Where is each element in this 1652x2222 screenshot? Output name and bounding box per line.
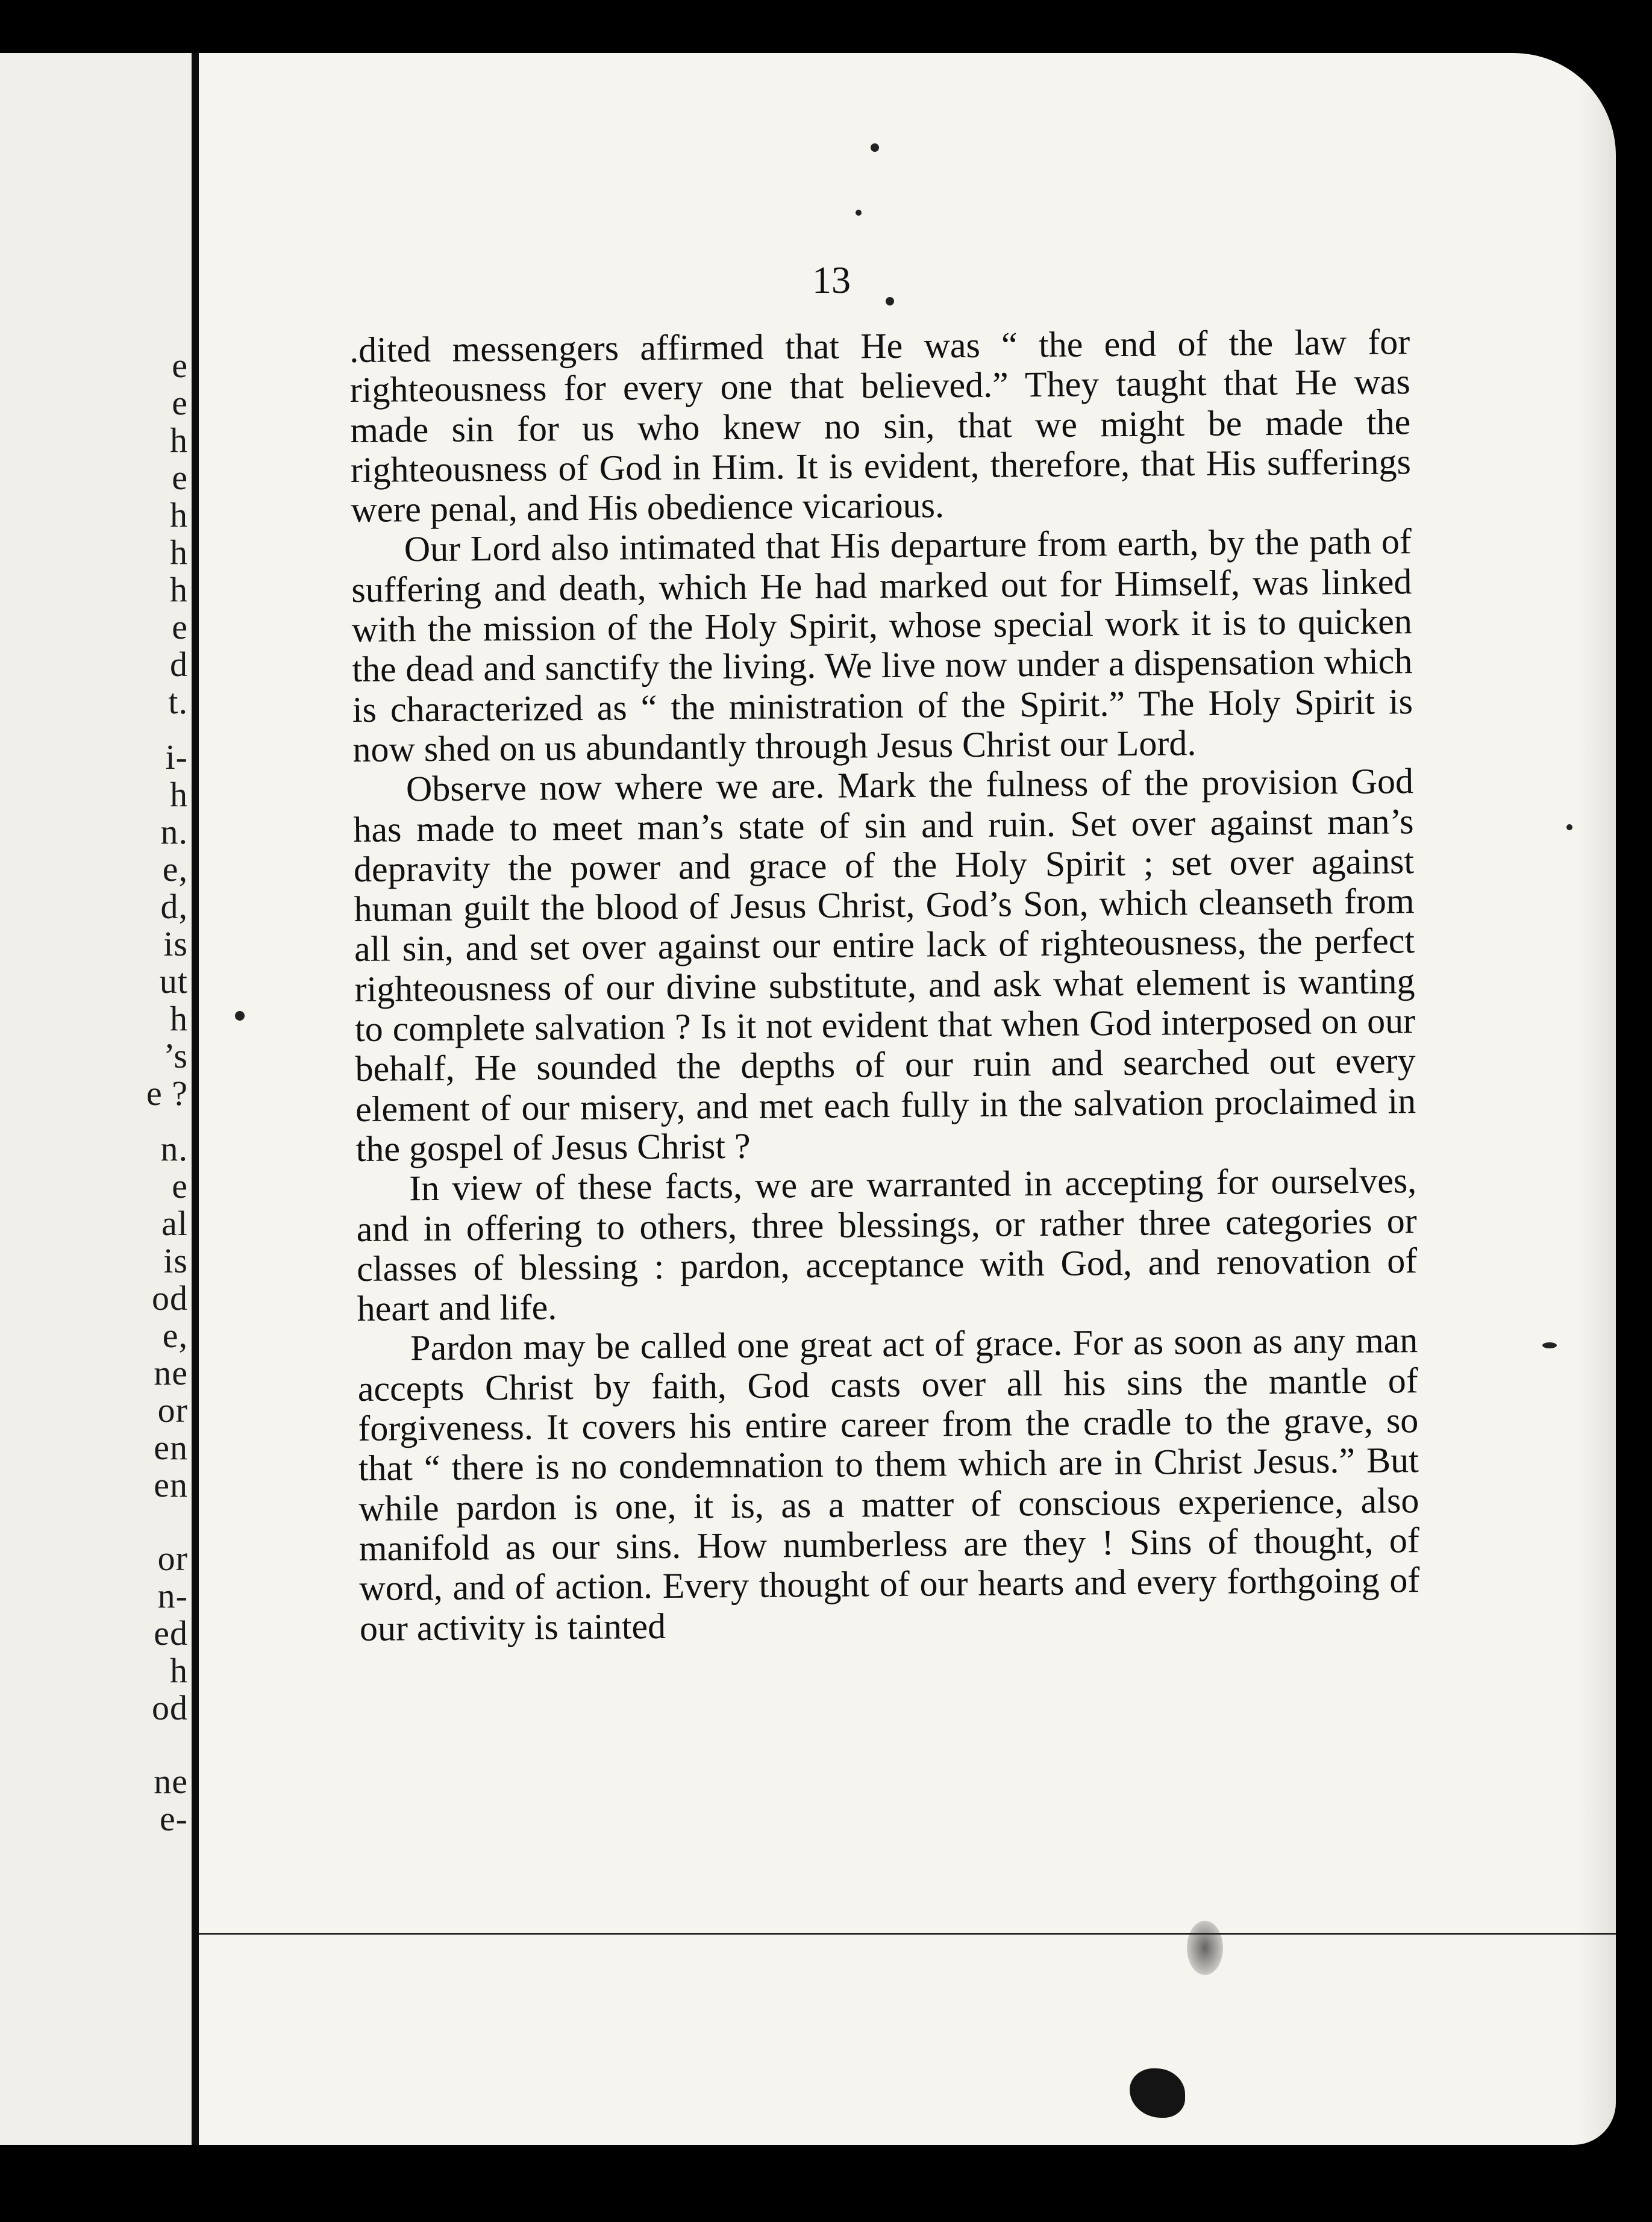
ink-blot bbox=[1130, 2068, 1185, 2118]
scan-smudge bbox=[1187, 1921, 1223, 1975]
facing-page-fragment: h bbox=[170, 495, 188, 534]
facing-page-fragment: ’s bbox=[163, 1036, 188, 1075]
facing-page-fragment: e bbox=[172, 607, 188, 646]
paragraph: Pardon may be called one great act of grace. For as soon as any man accepts Christ by faith, God casts over all his sins the mantle of forgiveness. It covers his entire career from the cradle to the grave, so that “ there is no condemnation to them which are in Christ Jesus.” But while pardon is one, it is, as a matter of conscious experience, also manifold as our sins. How numberless are they ! Sins of thought, of word, and of action. Every thought of our hearts and every forthgoing of our activity is tainted bbox=[357, 1320, 1420, 1648]
facing-page-fragment: n- bbox=[157, 1576, 188, 1615]
paragraph: Observe now where we are. Mark the fulness of the provision God has made to meet man’s state of sin and ruin. Set over against man’s depravity the power and grace of the Holy Spirit ; set over against human guilt the blood of Jesus Christ, God’s Son, which cleanseth from all sin, and set over against our entire lack of righteousness, the perfect righteousness of our divine substitute, and ask what element is wanting to complete salvation ? Is it not evident that when God interposed on our behalf, He sounded the depths of our ruin and searched out every element of our misery, and met each fully in the salvation proclaimed in the gospel of Jesus Christ ? bbox=[353, 761, 1416, 1169]
facing-page-fragment: h bbox=[170, 1651, 188, 1690]
paragraph: Our Lord also intimated that His departure from earth, by the path of suffering and death, which He had marked out for Himself, was linked with the mission of the Holy Spirit, whose special work it is to quicken the dead and sanctify the living. We live now under a dispensation which is characterized as “ the ministration of the Spirit.” The Holy Spirit is now shed on us abundantly through Jesus Christ our Lord. bbox=[351, 521, 1413, 769]
facing-page-fragment: e bbox=[172, 346, 188, 385]
facing-page-fragment: e bbox=[172, 458, 188, 497]
facing-page-fragment: d, bbox=[160, 887, 188, 926]
facing-page-fragment: ut bbox=[159, 962, 188, 1001]
facing-page-edge bbox=[0, 53, 192, 2145]
facing-page-fragment: e- bbox=[159, 1799, 188, 1838]
paragraph: In view of these facts, we are warranted in accepting for ourselves, and in offering to others, three blessings, or rather three categories or classes of blessing : pardon, acceptance with God, and renovation of heart and life. bbox=[356, 1160, 1418, 1329]
scan-speck bbox=[871, 143, 879, 152]
facing-page-fragment: od bbox=[152, 1278, 188, 1318]
page-gutter bbox=[192, 53, 199, 2145]
facing-page-fragment: d bbox=[170, 645, 188, 684]
facing-page-fragment: or bbox=[157, 1539, 188, 1578]
facing-page-fragment: ne bbox=[154, 1762, 188, 1801]
facing-page-fragment: h bbox=[170, 533, 188, 572]
scan-speck bbox=[1542, 1342, 1557, 1348]
paragraph: .dited messengers affirmed that He was “ the end of the law for righteousness for every one that believed.” They taught that He was made sin for us who knew no sin, that we might be made the righteousness of God in Him. It is evident, therefore, that His sufferings were penal, and His obedience vicarious. bbox=[349, 322, 1412, 530]
facing-page-fragment: ed bbox=[154, 1613, 188, 1653]
page-number: 13 bbox=[812, 258, 851, 301]
printed-rule bbox=[199, 1933, 1616, 1935]
facing-page-fragment: ne bbox=[154, 1353, 188, 1392]
scan-speck bbox=[856, 210, 862, 216]
film-frame-top bbox=[0, 0, 1652, 53]
facing-page-fragment: h bbox=[170, 421, 188, 460]
facing-page-fragment: h bbox=[170, 775, 188, 814]
facing-page-fragment: t. bbox=[168, 682, 188, 721]
page-edge-shadow bbox=[1580, 53, 1616, 2145]
body-text bbox=[349, 322, 1420, 1648]
facing-page-fragment: is bbox=[163, 924, 188, 963]
scan-speck bbox=[235, 1011, 245, 1021]
facing-page-fragment: en bbox=[154, 1428, 188, 1467]
facing-page-fragment: al bbox=[161, 1204, 188, 1243]
facing-page-fragment: e bbox=[172, 1166, 188, 1206]
facing-page-fragment: n. bbox=[160, 812, 188, 851]
facing-page-fragment: is bbox=[163, 1241, 188, 1280]
film-frame-bottom bbox=[0, 2145, 1652, 2222]
facing-page-fragment: i- bbox=[165, 737, 188, 777]
facing-page-fragment: en bbox=[154, 1465, 188, 1504]
facing-page-fragment: e, bbox=[162, 850, 188, 889]
facing-page-fragment: e bbox=[172, 383, 188, 422]
facing-page-fragment: e ? bbox=[146, 1074, 188, 1113]
facing-page-fragment: h bbox=[170, 570, 188, 609]
facing-page-fragment: od bbox=[152, 1688, 188, 1727]
book-page bbox=[199, 53, 1616, 2145]
scan-speck bbox=[886, 297, 894, 305]
facing-page-fragment: n. bbox=[160, 1129, 188, 1168]
scan-speck bbox=[1566, 824, 1572, 830]
facing-page-fragment: h bbox=[170, 999, 188, 1038]
facing-page-fragment: e, bbox=[162, 1316, 188, 1355]
facing-page-fragment: or bbox=[157, 1391, 188, 1430]
